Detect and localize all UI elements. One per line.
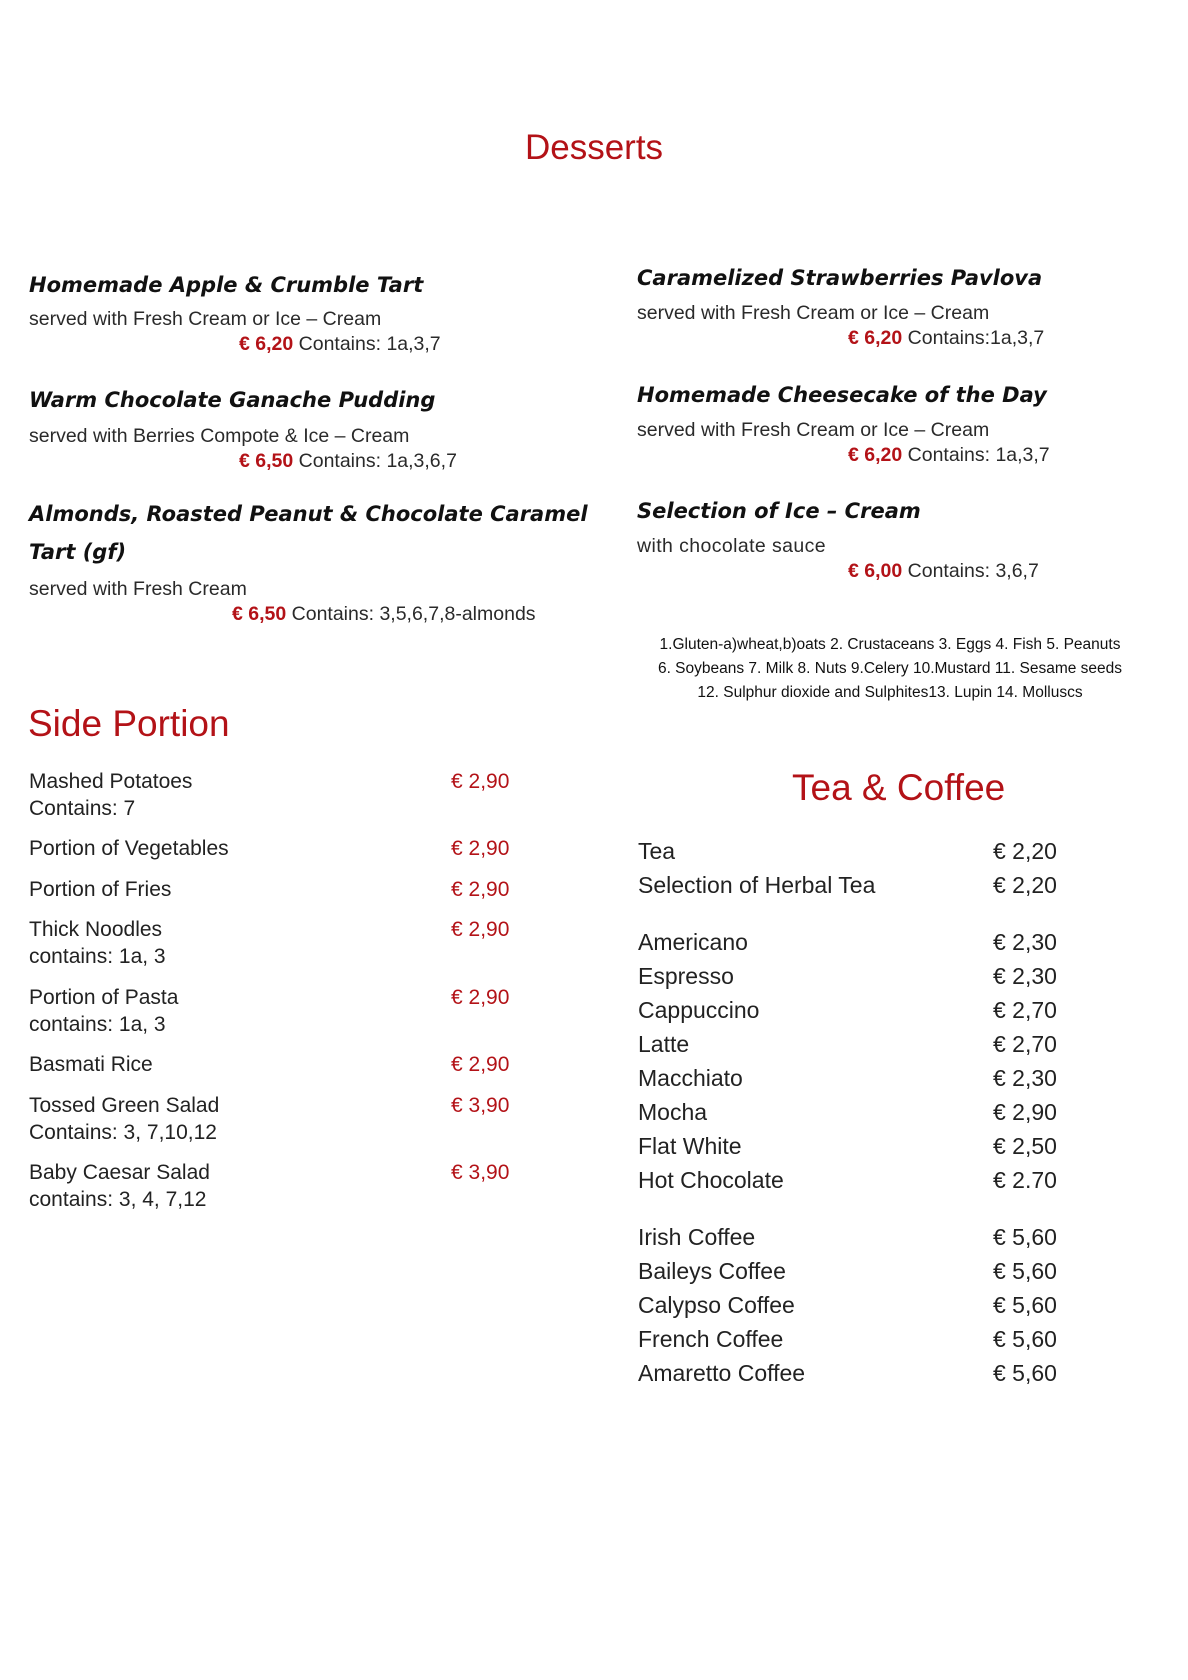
- dessert-desc: served with Fresh Cream or Ice – Cream: [637, 419, 990, 441]
- allergen-line: 12. Sulphur dioxide and Sulphites13. Lupin 14. Molluscs: [697, 684, 1083, 701]
- side-item-contains: contains: 1a, 3: [29, 1013, 166, 1036]
- drink-name: Espresso: [638, 963, 734, 989]
- side-item-name: Portion of Vegetables: [29, 837, 229, 860]
- drink-name: Amaretto Coffee: [638, 1360, 806, 1386]
- drink-name: Americano: [638, 929, 748, 955]
- drink-name: Flat White: [638, 1133, 742, 1159]
- side-item-name: Baby Caesar Salad: [29, 1161, 210, 1184]
- dessert-price-line: [232, 603, 536, 626]
- drink-price: € 2,70: [993, 997, 1057, 1023]
- drink-name: Macchiato: [638, 1065, 743, 1091]
- side-item-contains: Contains: 3, 7,10,12: [29, 1121, 217, 1144]
- drink-price: € 5,60: [993, 1224, 1057, 1250]
- side-item-price: € 3,90: [451, 1161, 510, 1184]
- drink-name: Tea: [638, 838, 676, 864]
- allergen-line: 6. Soybeans 7. Milk 8. Nuts 9.Celery 10.Mustard 11. Sesame seeds: [657, 660, 1123, 677]
- dessert-name: Almonds, Roasted Peanut & Chocolate Caramel: [29, 502, 588, 526]
- dessert-price-line: [848, 560, 1039, 583]
- side-item-name: Portion of Fries: [29, 878, 172, 901]
- drink-name: Latte: [638, 1031, 690, 1057]
- dessert-price: € 6,20: [848, 444, 903, 466]
- drink-name: Calypso Coffee: [638, 1292, 795, 1318]
- side-item-contains: contains: 3, 4, 7,12: [29, 1188, 207, 1211]
- dessert-desc: served with Fresh Cream: [29, 578, 247, 600]
- drink-name: Irish Coffee: [638, 1224, 756, 1250]
- dessert-contains: Contains: 1a,3,7: [907, 444, 1050, 466]
- drink-price: € 5,60: [993, 1258, 1057, 1284]
- drink-price: € 2,30: [993, 1065, 1057, 1091]
- dessert-name: Caramelized Strawberries Pavlova: [637, 266, 1043, 290]
- side-portion-title: Side Portion: [28, 703, 230, 744]
- dessert-name: Homemade Apple & Crumble Tart: [29, 273, 424, 297]
- allergen-legend: [600, 633, 1180, 705]
- side-item-price: € 2,90: [451, 837, 510, 860]
- drink-price: € 5,60: [993, 1326, 1057, 1352]
- side-item-name: Tossed Green Salad: [29, 1094, 220, 1117]
- drink-price: € 5,60: [993, 1292, 1057, 1318]
- dessert-contains: Contains: 1a,3,7: [298, 333, 441, 355]
- dessert-price-line: [239, 333, 441, 356]
- dessert-name: Warm Chocolate Ganache Pudding: [29, 388, 436, 412]
- drink-price: € 2,70: [993, 1031, 1057, 1057]
- dessert-price: € 6,50: [239, 450, 294, 472]
- dessert-desc: served with Fresh Cream or Ice – Cream: [29, 308, 382, 330]
- dessert-price-line: [239, 450, 457, 473]
- dessert-price-line: [848, 444, 1050, 467]
- drink-price: € 2,20: [993, 872, 1057, 898]
- drink-price: € 2,90: [993, 1099, 1057, 1125]
- side-item-contains: Contains: 7: [29, 797, 136, 820]
- drink-name: Mocha: [638, 1099, 708, 1125]
- dessert-contains: Contains:1a,3,7: [907, 327, 1045, 349]
- side-item-contains: contains: 1a, 3: [29, 945, 166, 968]
- drink-name: Baileys Coffee: [638, 1258, 786, 1284]
- dessert-name-cont: Tart (gf): [29, 540, 127, 564]
- drink-name: Hot Chocolate: [638, 1167, 784, 1193]
- dessert-price: € 6,00: [848, 560, 903, 582]
- desserts-title: Desserts: [524, 128, 664, 167]
- side-item-price: € 2,90: [451, 1053, 510, 1076]
- dessert-price-line: [848, 327, 1044, 350]
- side-item-name: Basmati Rice: [29, 1053, 153, 1076]
- drink-price: € 2,30: [993, 963, 1057, 989]
- drink-price: € 2.70: [993, 1167, 1057, 1193]
- side-item-name: Thick Noodles: [29, 918, 163, 941]
- dessert-desc: served with Berries Compote & Ice – Cream: [29, 425, 410, 447]
- allergen-line: 1.Gluten-a)wheat,b)oats 2. Crustaceans 3. Eggs 4. Fish 5. Peanuts: [659, 636, 1121, 653]
- drink-name: Cappuccino: [638, 997, 760, 1023]
- drink-name: French Coffee: [638, 1326, 784, 1352]
- dessert-name: Selection of Ice – Cream: [637, 499, 921, 523]
- dessert-price: € 6,20: [239, 333, 294, 355]
- dessert-desc: served with Fresh Cream or Ice – Cream: [637, 302, 990, 324]
- dessert-price: € 6,50: [232, 603, 287, 625]
- side-item-price: € 2,90: [451, 918, 510, 941]
- side-item-price: € 2,90: [451, 878, 510, 901]
- side-item-price: € 2,90: [451, 986, 510, 1009]
- dessert-desc: with chocolate sauce: [637, 535, 827, 557]
- side-item-name: Mashed Potatoes: [29, 770, 193, 793]
- side-item-name: Portion of Pasta: [29, 986, 179, 1009]
- dessert-contains: Contains: 3,6,7: [907, 560, 1039, 582]
- side-item-price: € 2,90: [451, 770, 510, 793]
- side-item-price: € 3,90: [451, 1094, 510, 1117]
- dessert-contains: Contains: 3,5,6,7,8-almonds: [291, 603, 536, 625]
- drink-price: € 5,60: [993, 1360, 1057, 1386]
- drink-price: € 2,20: [993, 838, 1057, 864]
- dessert-price: € 6,20: [848, 327, 903, 349]
- dessert-name: Homemade Cheesecake of the Day: [637, 383, 1047, 407]
- drink-price: € 2,30: [993, 929, 1057, 955]
- drink-price: € 2,50: [993, 1133, 1057, 1159]
- drink-name: Selection of Herbal Tea: [638, 872, 876, 898]
- dessert-contains: Contains: 1a,3,6,7: [298, 450, 457, 472]
- tea-coffee-title: Tea & Coffee: [792, 767, 1006, 808]
